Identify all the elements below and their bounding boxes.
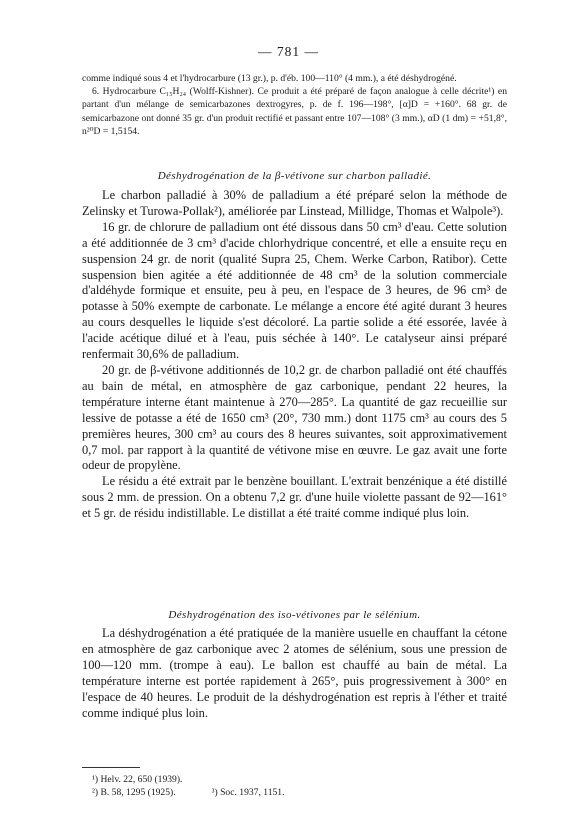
intro-block [82, 72, 507, 138]
page-number: — 781 — [258, 44, 319, 59]
footnote-3: ³) Soc. 1937, 1151. [211, 787, 285, 798]
section2-body [82, 626, 507, 721]
section1-body [82, 188, 507, 522]
section1-paragraph-1: Le charbon palladié à 30% de palladium a été préparé selon la méthode de Zelinsky et Turowa-Pollak²), améliorée par Linstead, Millidge, Thomas et Walpole³). [82, 188, 507, 218]
section2-paragraph-1: La déshydrogénation a été pratiquée de la manière usuelle en chauffant la cétone en atmosphère de gaz carbonique avec 2 atomes de sélénium, sous une pression de 100—120 mm. (trompe à eau). Le ballon est chauffé au bain de métal. La température interne est portée rapidement à 265°, puis progressivement à 300° en l'espace de 40 heures. Le produit de la déshydrogénation est repris à l'éther et traité comme indiqué plus loin. [82, 626, 507, 720]
section2-heading: Déshydrogénation des iso-vétivones par le sélénium. [168, 609, 421, 621]
section1-heading: Déshydrogénation de la β-vétivone sur charbon palladié. [157, 170, 432, 182]
section1-paragraph-3: 20 gr. de β-vétivone additionnés de 10,2 gr. de charbon palladié ont été chauffés au bain de métal, en atmosphère de gaz carbonique, pendant 22 heures, la température interne étant maintenue à 270—285°. La quantité de gaz recueillie sur lessive de potasse a été de 1650 cm³ (20°, 730 mm.) dont 1175 cm³ au cours des 5 premières heures, 300 cm³ au cours des 8 heures suivantes, soit approximativement 0,7 mol. par rapport à la quantité de vétivone mise en œuvre. Le gaz avait une forte odeur de propylène. [82, 362, 507, 473]
footnote-1: ¹) Helv. 22, 650 (1939). [92, 774, 183, 785]
section1-paragraph-2: 16 gr. de chlorure de palladium ont été dissous dans 50 cm³ d'eau. Cette solution a été additionnée de 3 cm³ d'acide chlorhydrique concentré, et elle a ensuite reçu en suspension 24 gr. de norit (qualité Supra 25, Chem. Werke Carbon, Ratibor). Cette suspension bien agitée a été additionnée de 48 cm³ de la solution commerciale d'aldéhyde formique et ensuite, peu à peu, en l'espace de 3 heures, de 96 cm³ de potasse à 50% exempte de carbonate. Le mélange a encore été agité durant 3 heures au cours desquelles le liquide s'est décoloré. La partie solide a été essorée, lavée à l'acide acétique dilué et à l'eau, puis séchée à 140°. Le catalyseur ainsi préparé renfermait 30,6% de palladium. [82, 219, 507, 362]
footnotes [82, 773, 507, 799]
section1-paragraph-4: Le résidu a été extrait par le benzène bouillant. L'extrait benzénique a été distillé sous 2 mm. de pression. On a obtenu 7,2 gr. d'une huile violette passant de 92—161° et 5 gr. de résidu indistillable. Le distillat a été traité comme indiqué plus loin. [82, 474, 507, 521]
footnote-rule [82, 767, 140, 768]
footnote-2: ²) B. 58, 1295 (1925). [92, 787, 176, 798]
intro-line: comme indiqué sous 4 et l'hydrocarbure (13 gr.), p. d'éb. 100—110° (4 mm.), a été déshydrogéné. [82, 73, 457, 84]
note-6: 6. Hydrocarbure C₁₅H₂₄ (Wolff-Kishner). Ce produit a été préparé de façon analogue à celle décrite¹) en partant d'un mélange de semicarbazones dextrogyres, p. de f. 196—198°, [α]D = +160°. 68 gr. de semicarbazone ont donné 35 gr. d'un produit rectifié et passant entre 107—108° (3 mm.), αD (1 dm) = +51,8°, n²⁰D = 1,5154. [82, 86, 507, 137]
